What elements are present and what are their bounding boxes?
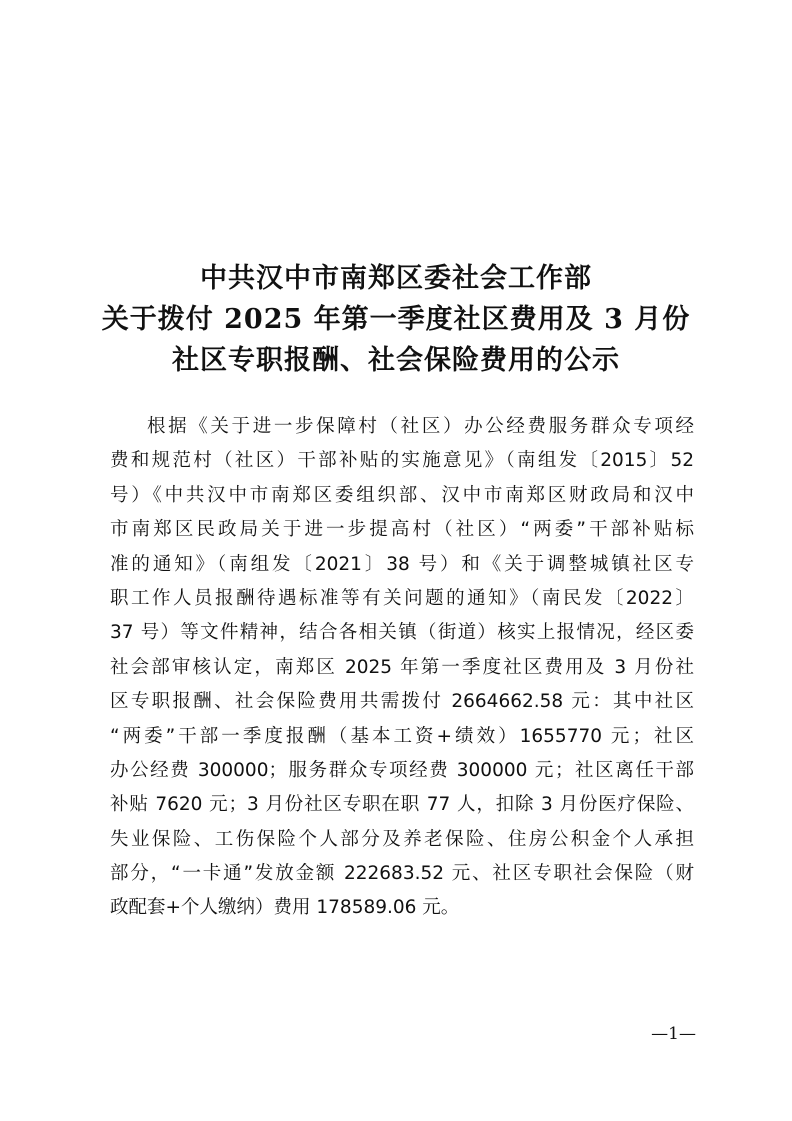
body-text-line: 区专职报酬、社会保险费用共需拨付 2664662.58 元：其中社区 (110, 691, 694, 713)
body-text-line: 补贴 7620 元；3 月份社区专职在职 77 人，扣除 3 月份医疗保险、 (110, 794, 694, 816)
body-text-line: 号）《中共汉中市南郑区委组织部、汉中市南郑区财政局和汉中 (110, 484, 694, 506)
document-body (110, 410, 694, 926)
body-text-line: 办公经费 300000；服务群众专项经费 300000 元；社区离任干部 (110, 759, 694, 781)
body-text-line: 准的通知》（南组发〔2021〕38 号）和《关于调整城镇社区专 (110, 553, 694, 575)
body-text-line: 市南郑区民政局关于进一步提高村（社区）“两委”干部补贴标 (110, 519, 694, 541)
body-text-line: 社会部审核认定，南郑区 2025 年第一季度社区费用及 3 月份社 (110, 656, 694, 678)
body-text-line: “两委”干部一季度报酬（基本工资+绩效）1655770 元；社区 (110, 725, 694, 747)
body-text-line: 37 号）等文件精神，结合各相关镇（街道）核实上报情况，经区委 (110, 622, 694, 644)
page-number: —1— (651, 1024, 696, 1044)
title-line: 社区专职报酬、社会保险费用的公示 (172, 345, 620, 376)
body-text-line: 费和规范村（社区）干部补贴的实施意见》（南组发〔2015〕52 (110, 450, 694, 472)
document-title (0, 258, 792, 381)
body-text-line: 职工作人员报酬待遇标准等有关问题的通知》（南民发〔2022〕 (110, 587, 694, 609)
body-text-line: 失业保险、工伤保险个人部分及养老保险、住房公积金个人承担 (110, 828, 694, 850)
body-text-line: 根据《关于进一步保障村（社区）办公经费服务群众专项经 (147, 416, 694, 437)
title-line: 中共汉中市南郑区委社会工作部 (200, 263, 592, 294)
body-text-line: 政配套+个人缴纳）费用 178589.06 元。 (110, 897, 460, 919)
title-line: 关于拨付 2025 年第一季度社区费用及 3 月份 (101, 304, 691, 335)
body-text-line: 部分，“一卡通”发放金额 222683.52 元、社区专职社会保险（财 (110, 863, 694, 885)
